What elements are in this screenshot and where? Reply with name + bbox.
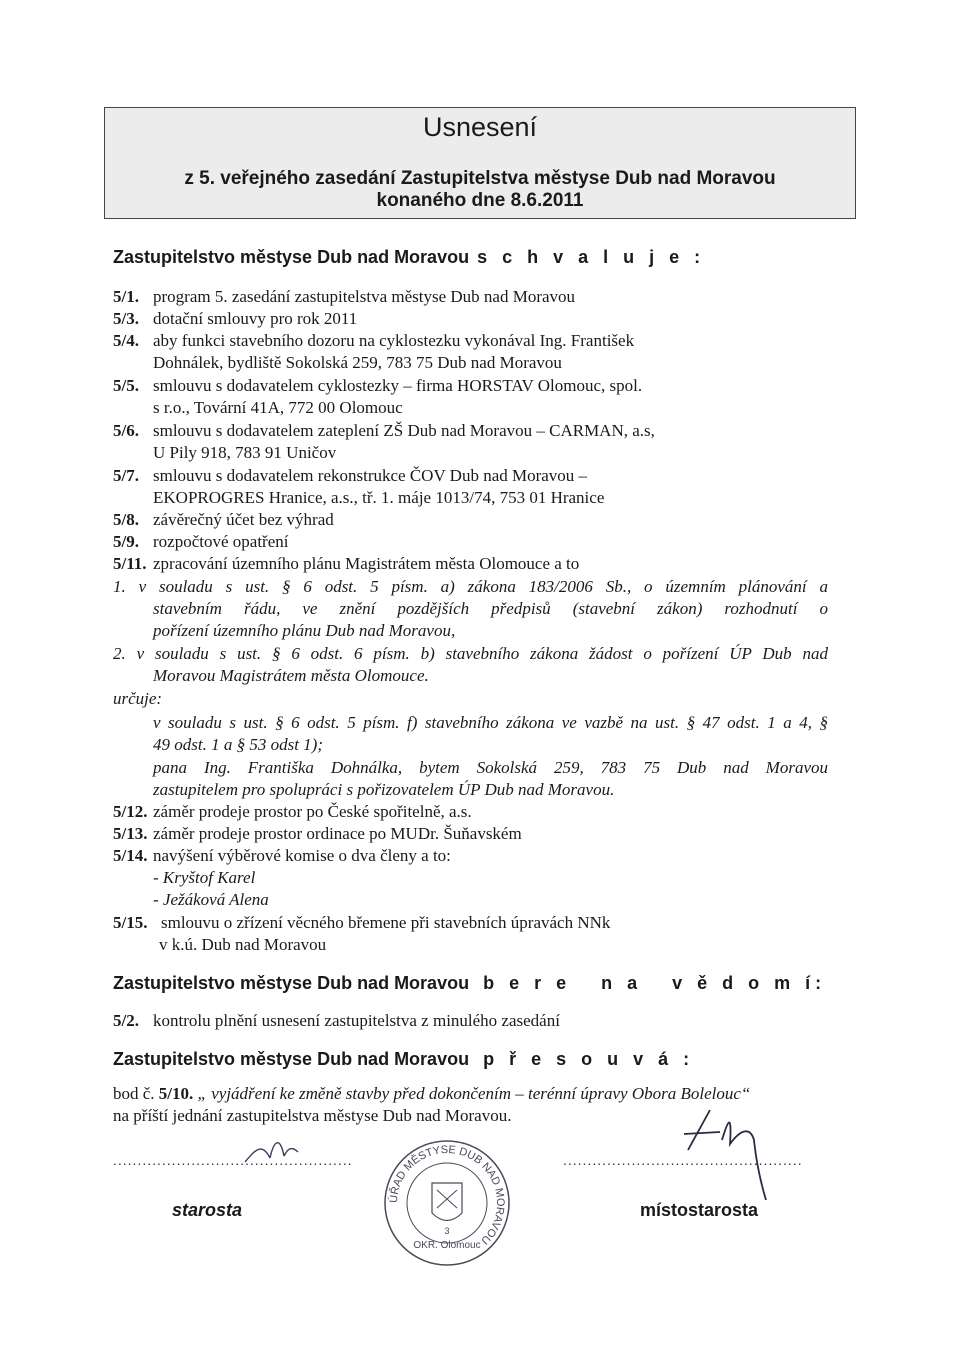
paragraph-line: zastupitelem pro spolupráci s pořizovatelem ÚP Dub nad Moravou.: [153, 780, 615, 799]
session-date: konaného dne 8.6.2011: [376, 190, 584, 211]
list-item-continuation: v k.ú. Dub nad Moravou: [159, 935, 327, 954]
signature-right: [670, 1100, 790, 1210]
heading-defers: Zastupitelstvo městyse Dub nad Moravou p ř e s o u v á :: [113, 1049, 695, 1069]
heading-approves: [113, 247, 705, 268]
list-item: 5/12. záměr prodeje prostor po České spořitelně, a.s.: [113, 802, 472, 821]
signature-line-left: .................................................: [113, 1152, 353, 1168]
list-item-continuation: EKOPROGRES Hranice, a.s., tř. 1. máje 1013/74, 753 01 Hranice: [153, 488, 605, 507]
list-item: 5/11. zpracování územního plánu Magistrátem města Olomouce a to: [113, 554, 580, 573]
list-item-continuation: Dohnálek, bydliště Sokolská 259, 783 75 Dub nad Moravou: [153, 353, 562, 372]
session-line: z 5. veřejného zasedání Zastupitelstva městyse Dub nad Moravou: [184, 168, 776, 189]
list-item: 5/3. dotační smlouvy pro rok 2011: [113, 309, 358, 328]
list-item-continuation: s r.o., Tovární 41A, 772 00 Olomouc: [153, 398, 403, 417]
list-item: 5/4. aby funkci stavebního dozoru na cyklostezku vykonával Ing. František: [113, 331, 635, 350]
list-item: 5/8. závěrečný účet bez výhrad: [113, 510, 334, 529]
list-item-continuation: U Pily 918, 783 91 Uničov: [153, 443, 337, 462]
paragraph-line: 2. v souladu s ust. § 6 odst. 6 písm. b) stavebního zákona žádost o pořízení ÚP Dub nad: [113, 644, 828, 663]
stamp-text: ÚŘAD MĚSTYSE DUB NAD MORAVOU: [387, 1143, 507, 1247]
list-item: 5/2. kontrolu plnění usnesení zastupitelstva z minulého zasedání: [113, 1011, 560, 1030]
list-item: 5/9. rozpočtové opatření: [113, 532, 289, 551]
paragraph-line: v souladu s ust. § 6 odst. 5 písm. f) stavebního zákona ve vazbě na ust. § 47 odst. 1 a 4, §: [153, 713, 828, 732]
list-item: 5/1. program 5. zasedání zastupitelstva městyse Dub nad Moravou: [113, 287, 576, 306]
list-item: 5/14. navýšení výběrové komise o dva členy a to:: [113, 846, 451, 865]
heading-notes: Zastupitelstvo městyse Dub nad Moravou b e r e n a v ě d o m í:: [113, 973, 827, 993]
defer-line: bod č. 5/10. „ vyjádření ke změně stavby před dokončením – terénní úpravy Obora Bolelouc“: [113, 1084, 751, 1103]
committee-member: - Kryštof Karel: [153, 868, 256, 887]
document-title: Usnesení: [422, 112, 538, 142]
paragraph-line: 49 odst. 1 a § 53 odst 1);: [153, 735, 323, 754]
list-item: 5/5. smlouvu s dodavatelem cyklostezky – firma HORSTAV Olomouc, spol.: [113, 376, 643, 395]
committee-member: - Ježáková Alena: [153, 890, 269, 909]
list-item: 5/13. záměr prodeje prostor ordinace po MUDr. Šuňavském: [113, 824, 522, 843]
official-stamp: [382, 1138, 512, 1268]
urcuje-label: určuje:: [113, 689, 163, 708]
signature-label-mayor: starosta: [172, 1200, 243, 1220]
list-item: 5/7. smlouvu s dodavatelem rekonstrukce ČOV Dub nad Moravou –: [113, 466, 588, 485]
signature-label-deputy: místostarosta: [640, 1200, 759, 1220]
header-box: [104, 107, 856, 219]
paragraph-line: Moravou Magistrátem města Olomouce.: [153, 666, 429, 685]
paragraph-line: pořízení územního plánu Dub nad Moravou,: [153, 621, 456, 640]
list-item: 5/15. smlouvu o zřízení věcného břemene při stavebních úpravách NNk: [113, 913, 611, 932]
signature-line-right: .................................................: [563, 1152, 803, 1168]
paragraph-line: pana Ing. Františka Dohnálka, bytem Sokolská 259, 783 75 Dub nad Moravou: [153, 758, 828, 777]
signature-left: [240, 1130, 310, 1170]
heading-verb: s c h v a l u j e :: [477, 247, 706, 267]
list-item: 5/6. smlouvu s dodavatelem zateplení ZŠ Dub nad Moravou – CARMAN, a.s,: [113, 421, 655, 440]
paragraph-line: stavebním řádu, ve znění pozdějších předpisů (stavební zákon) rozhodnutí o: [153, 599, 828, 618]
heading-prefix: Zastupitelstvo městyse Dub nad Moravou: [113, 247, 470, 267]
svg-text:OKR. Olomouc: OKR. Olomouc: [413, 1240, 481, 1251]
paragraph-line: 1. v souladu s ust. § 6 odst. 5 písm. a) zákona 183/2006 Sb., o územním plánování a: [113, 577, 828, 596]
svg-text:3: 3: [444, 1226, 450, 1236]
defer-line: na příští jednání zastupitelstva městyse Dub nad Moravou.: [113, 1106, 512, 1125]
